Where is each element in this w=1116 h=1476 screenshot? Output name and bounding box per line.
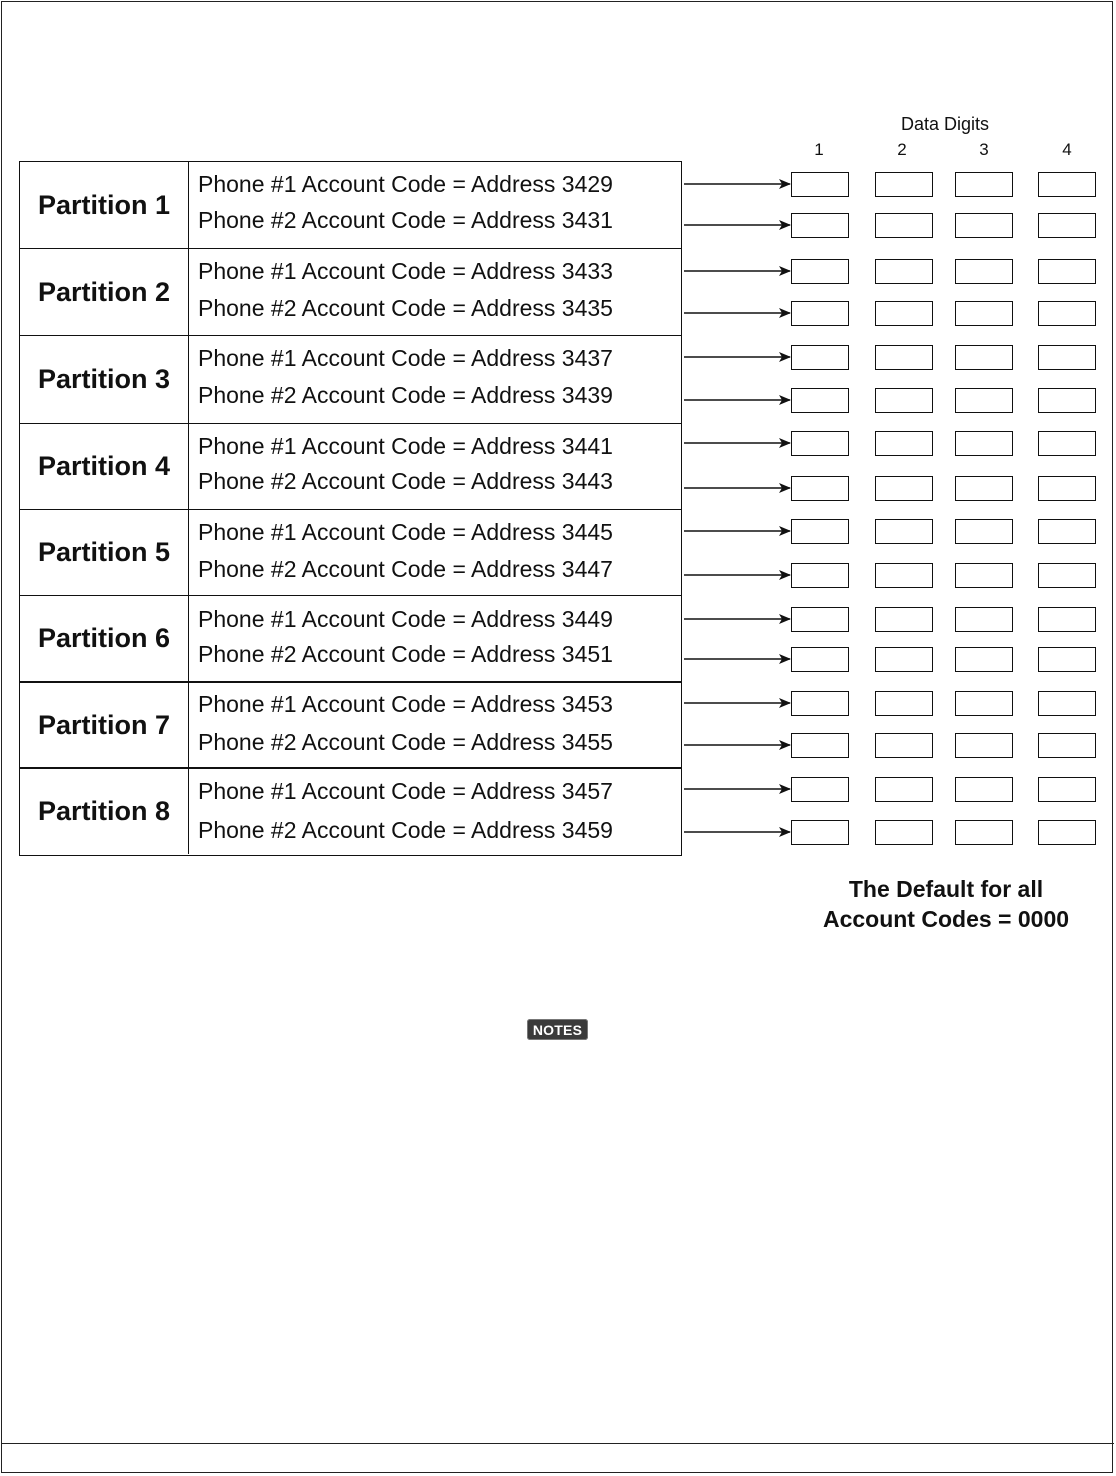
digit-box-row4-digit4[interactable] [1038, 301, 1096, 326]
digit-box-row7-digit3[interactable] [955, 431, 1013, 456]
partition-label: Partition 8 [20, 769, 189, 854]
phone2-account-code: Phone #2 Account Code = Address 3443 [198, 468, 613, 494]
phone1-account-code: Phone #1 Account Code = Address 3453 [198, 691, 613, 717]
digit-column-2: 2 [897, 140, 907, 159]
phone1-account-code: Phone #1 Account Code = Address 3437 [198, 345, 613, 371]
phone2-account-code: Phone #2 Account Code = Address 3435 [198, 295, 613, 321]
digit-box-row11-digit3[interactable] [955, 607, 1013, 632]
partition-label: Partition 4 [20, 424, 189, 509]
phone2-account-code: Phone #2 Account Code = Address 3439 [198, 382, 613, 408]
digit-column-4: 4 [1062, 140, 1072, 159]
notes-badge: NOTES [527, 1019, 588, 1040]
footer-rule [1, 1443, 1114, 1444]
digit-box-row5-digit1[interactable] [791, 345, 849, 370]
digit-box-row6-digit2[interactable] [875, 388, 933, 413]
digit-box-row9-digit2[interactable] [875, 519, 933, 544]
phone1-account-code: Phone #1 Account Code = Address 3429 [198, 171, 613, 197]
digit-box-row8-digit3[interactable] [955, 476, 1013, 501]
digit-box-row14-digit2[interactable] [875, 733, 933, 758]
digit-box-row3-digit1[interactable] [791, 259, 849, 284]
digit-box-row1-digit2[interactable] [875, 172, 933, 197]
digit-box-row10-digit4[interactable] [1038, 563, 1096, 588]
digit-box-row8-digit1[interactable] [791, 476, 849, 501]
digit-box-row4-digit3[interactable] [955, 301, 1013, 326]
data-digits-title: Data Digits [900, 114, 990, 134]
partition-label: Partition 3 [20, 336, 189, 423]
digit-box-row12-digit4[interactable] [1038, 647, 1096, 672]
digit-box-row14-digit4[interactable] [1038, 733, 1096, 758]
digit-box-row14-digit3[interactable] [955, 733, 1013, 758]
digit-box-row13-digit3[interactable] [955, 691, 1013, 716]
digit-box-row11-digit1[interactable] [791, 607, 849, 632]
digit-box-row15-digit1[interactable] [791, 777, 849, 802]
digit-box-row2-digit2[interactable] [875, 213, 933, 238]
digit-box-row12-digit3[interactable] [955, 647, 1013, 672]
digit-box-row8-digit2[interactable] [875, 476, 933, 501]
phone2-account-code: Phone #2 Account Code = Address 3455 [198, 729, 613, 755]
digit-box-row14-digit1[interactable] [791, 733, 849, 758]
digit-box-row9-digit1[interactable] [791, 519, 849, 544]
phone2-account-code: Phone #2 Account Code = Address 3459 [198, 817, 613, 843]
phone2-account-code: Phone #2 Account Code = Address 3451 [198, 641, 613, 667]
digit-box-row7-digit1[interactable] [791, 431, 849, 456]
digit-box-row15-digit3[interactable] [955, 777, 1013, 802]
digit-box-row16-digit2[interactable] [875, 820, 933, 845]
phone1-account-code: Phone #1 Account Code = Address 3441 [198, 433, 613, 459]
digit-box-row2-digit4[interactable] [1038, 213, 1096, 238]
default-account-code-note [796, 874, 1096, 934]
digit-box-row5-digit4[interactable] [1038, 345, 1096, 370]
digit-box-row4-digit2[interactable] [875, 301, 933, 326]
digit-box-row1-digit1[interactable] [791, 172, 849, 197]
phone1-account-code: Phone #1 Account Code = Address 3449 [198, 606, 613, 632]
phone2-account-code: Phone #2 Account Code = Address 3431 [198, 207, 613, 233]
digit-box-row1-digit3[interactable] [955, 172, 1013, 197]
digit-box-row7-digit4[interactable] [1038, 431, 1096, 456]
partition-label: Partition 1 [20, 162, 189, 248]
digit-box-row10-digit2[interactable] [875, 563, 933, 588]
digit-box-row2-digit3[interactable] [955, 213, 1013, 238]
digit-box-row15-digit2[interactable] [875, 777, 933, 802]
phone1-account-code: Phone #1 Account Code = Address 3457 [198, 778, 613, 804]
digit-box-row3-digit4[interactable] [1038, 259, 1096, 284]
digit-box-row12-digit1[interactable] [791, 647, 849, 672]
digit-box-row15-digit4[interactable] [1038, 777, 1096, 802]
phone1-account-code: Phone #1 Account Code = Address 3433 [198, 258, 613, 284]
digit-box-row16-digit1[interactable] [791, 820, 849, 845]
partition-label: Partition 6 [20, 596, 189, 681]
phone1-account-code: Phone #1 Account Code = Address 3445 [198, 519, 613, 545]
digit-box-row10-digit3[interactable] [955, 563, 1013, 588]
default-note-line-2: Account Codes = 0000 [822, 906, 1070, 932]
digit-box-row10-digit1[interactable] [791, 563, 849, 588]
digit-column-1: 1 [814, 140, 824, 159]
digit-box-row13-digit1[interactable] [791, 691, 849, 716]
digit-box-row4-digit1[interactable] [791, 301, 849, 326]
digit-box-row7-digit2[interactable] [875, 431, 933, 456]
digit-box-row6-digit3[interactable] [955, 388, 1013, 413]
digit-box-row1-digit4[interactable] [1038, 172, 1096, 197]
partition-label: Partition 2 [20, 249, 189, 335]
digit-box-row9-digit4[interactable] [1038, 519, 1096, 544]
digit-box-row3-digit2[interactable] [875, 259, 933, 284]
digit-box-row16-digit3[interactable] [955, 820, 1013, 845]
digit-box-row8-digit4[interactable] [1038, 476, 1096, 501]
digit-box-row3-digit3[interactable] [955, 259, 1013, 284]
digit-box-row5-digit2[interactable] [875, 345, 933, 370]
digit-box-row12-digit2[interactable] [875, 647, 933, 672]
digit-box-row5-digit3[interactable] [955, 345, 1013, 370]
default-note-line-1: The Default for all [848, 876, 1044, 902]
digit-box-row6-digit1[interactable] [791, 388, 849, 413]
digit-box-row13-digit2[interactable] [875, 691, 933, 716]
digit-box-row11-digit4[interactable] [1038, 607, 1096, 632]
digit-box-row6-digit4[interactable] [1038, 388, 1096, 413]
digit-box-row13-digit4[interactable] [1038, 691, 1096, 716]
partition-label: Partition 5 [20, 510, 189, 595]
digit-box-row2-digit1[interactable] [791, 213, 849, 238]
phone2-account-code: Phone #2 Account Code = Address 3447 [198, 556, 613, 582]
digit-box-row11-digit2[interactable] [875, 607, 933, 632]
digit-box-row9-digit3[interactable] [955, 519, 1013, 544]
partition-label: Partition 7 [20, 683, 189, 767]
digit-box-row16-digit4[interactable] [1038, 820, 1096, 845]
digit-column-3: 3 [979, 140, 989, 159]
